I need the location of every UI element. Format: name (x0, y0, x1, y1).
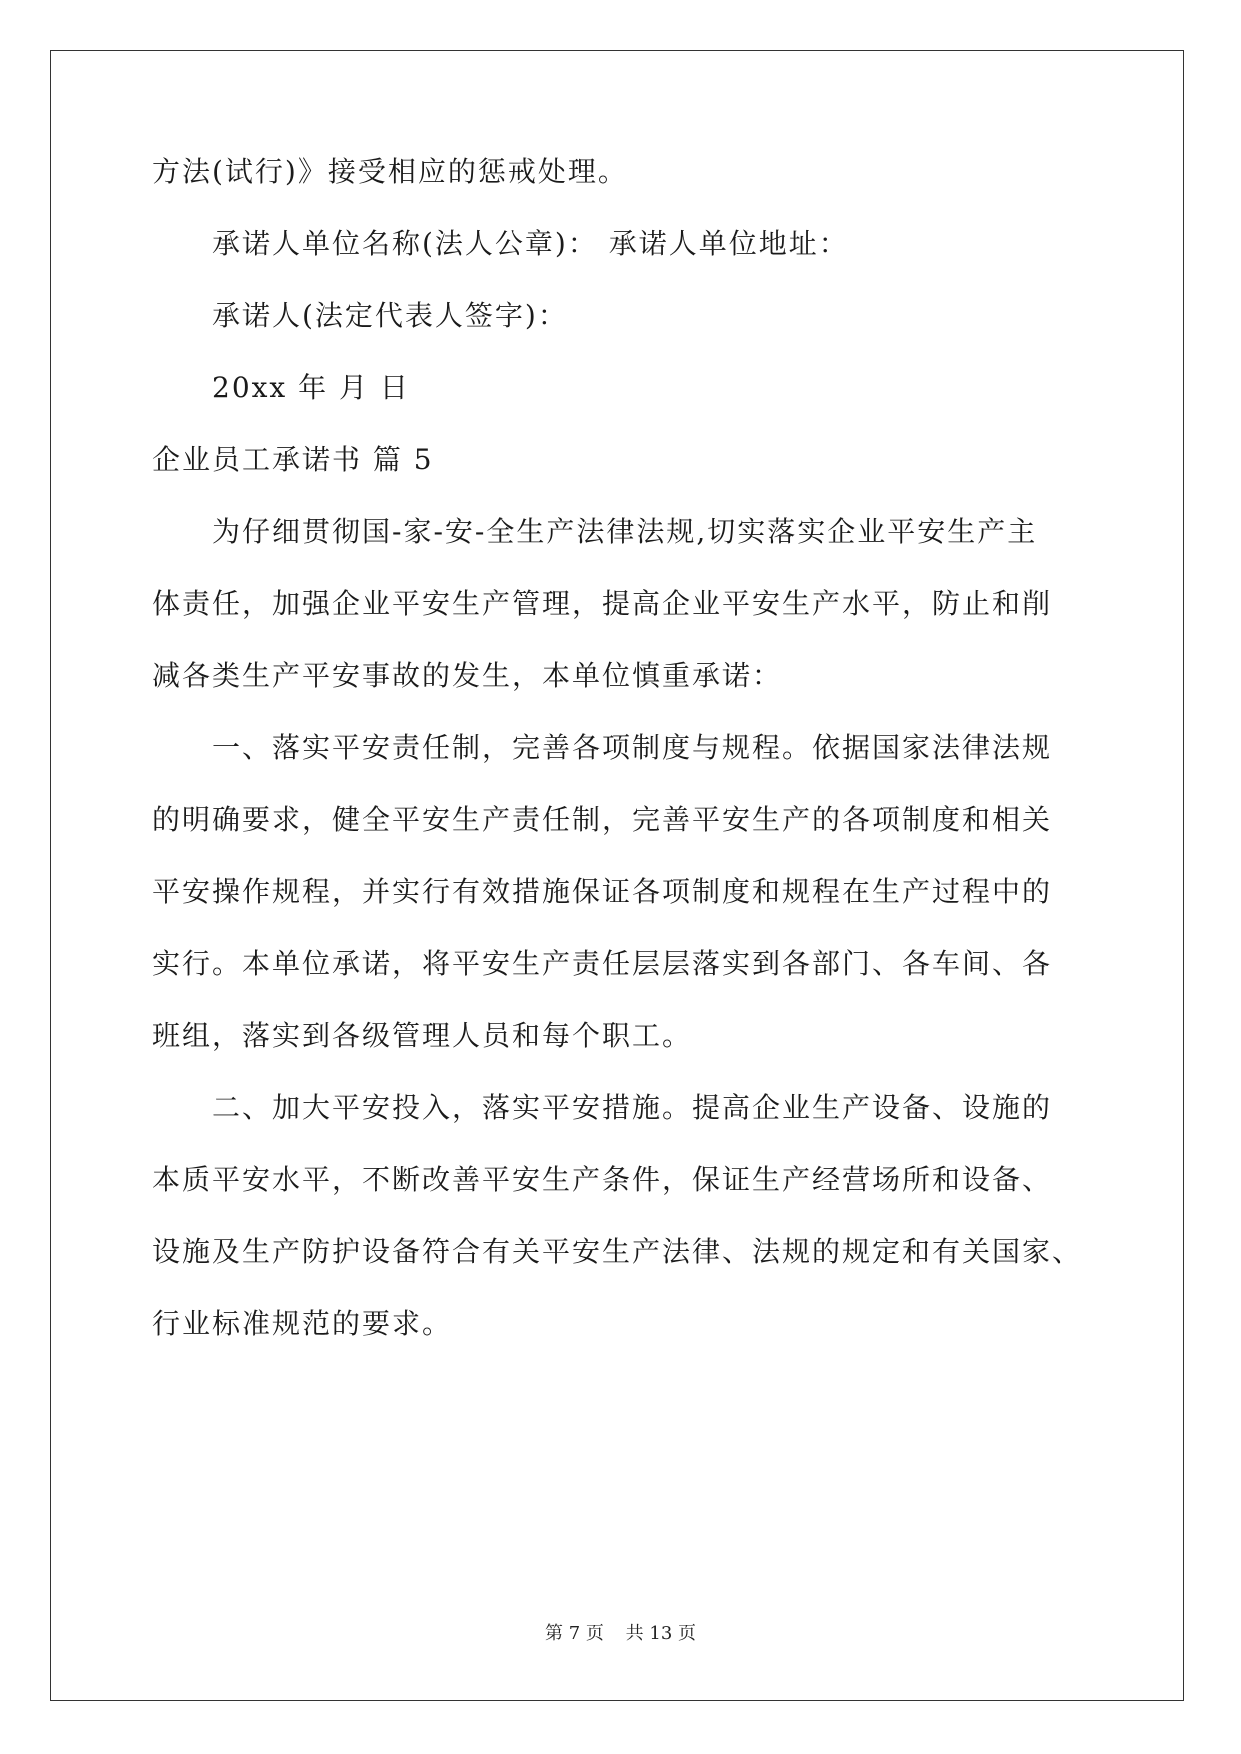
text-line: 班组，落实到各级管理人员和每个职工。 (152, 1019, 693, 1052)
text-line: 实行。本单位承诺，将平安生产责任层层落实到各部门、各车间、各 (152, 947, 1053, 980)
section-heading: 企业员工承诺书 篇 5 (152, 443, 434, 476)
text-line: 体责任，加强企业平安生产管理，提高企业平安生产水平，防止和削 (152, 587, 1053, 620)
text-line: 平安操作规程，并实行有效措施保证各项制度和规程在生产过程中的 (152, 875, 1053, 908)
text-line: 一、落实平安责任制，完善各项制度与规程。依据国家法律法规 (212, 731, 1053, 764)
signatory-representative-line: 承诺人(法定代表人签字)： (212, 299, 568, 332)
text-line: 设施及生产防护设备符合有关平安生产法律、法规的规定和有关国家、 (152, 1235, 1083, 1268)
page-total: 共 13 页 (625, 1623, 696, 1644)
text-line: 本质平安水平，不断改善平安生产条件，保证生产经营场所和设备、 (152, 1163, 1053, 1196)
signatory-unit-line: 承诺人单位名称(法人公章)： 承诺人单位地址： (212, 227, 849, 260)
text-line: 行业标准规范的要求。 (152, 1307, 453, 1340)
text-line: 的明确要求，健全平安生产责任制，完善平安生产的各项制度和相关 (152, 803, 1053, 836)
text-line: 方法(试行)》接受相应的惩戒处理。 (152, 155, 628, 188)
text-line: 减各类生产平安事故的发生，本单位慎重承诺： (152, 659, 783, 692)
page-footer (0, 1622, 1241, 1646)
text-line: 为仔细贯彻国-家-安-全生产法律法规,切实落实企业平安生产主 (212, 515, 1038, 548)
date-line: 20xx 年 月 日 (212, 371, 410, 404)
text-line: 二、加大平安投入，落实平安措施。提高企业生产设备、设施的 (212, 1091, 1053, 1124)
page-number: 第 7 页 (545, 1623, 604, 1644)
